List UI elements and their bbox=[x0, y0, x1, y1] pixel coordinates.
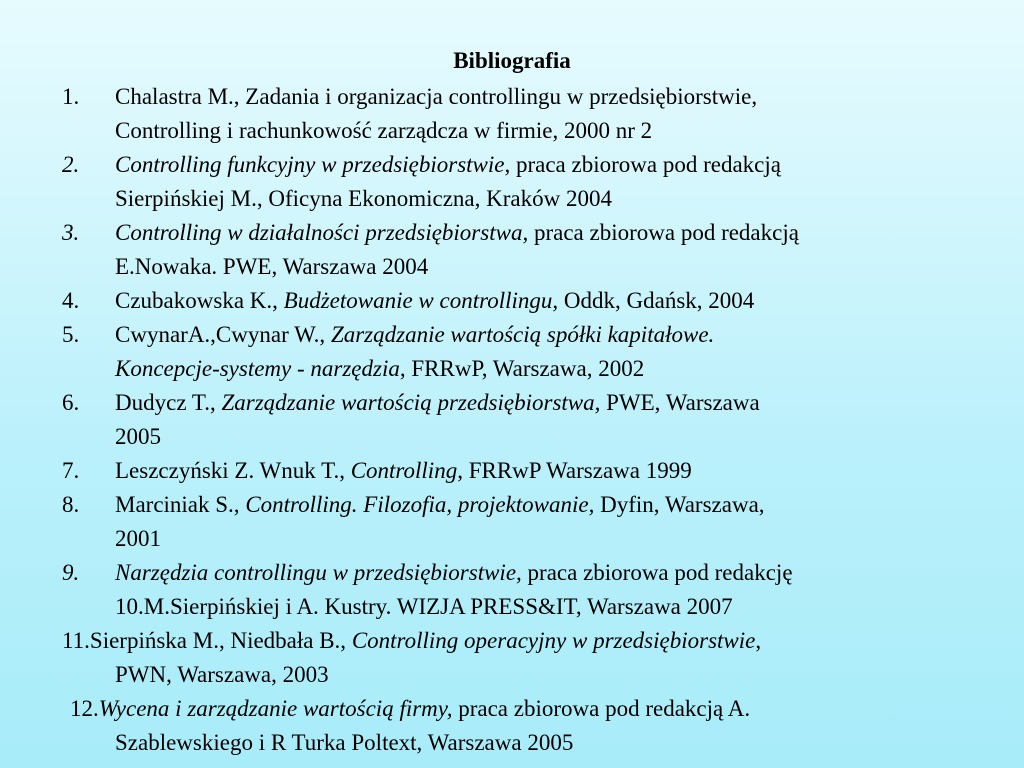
entry-text-segment: Leszczyński Z. Wnuk T., bbox=[115, 458, 351, 483]
list-item-number: 4. bbox=[62, 288, 80, 313]
list-item-number: 11. bbox=[62, 628, 90, 653]
list-item-number: 7. bbox=[62, 458, 80, 483]
page-title: Bibliografia bbox=[453, 48, 571, 73]
list-item bbox=[0, 284, 1024, 318]
entry-text-segment: , FRRwP Warszawa 1999 bbox=[457, 458, 692, 483]
entry-text-segment: Szablewskiego i R Turka Poltext, Warszawa 2005 bbox=[115, 730, 574, 755]
entry-text-segment: 2001 bbox=[115, 526, 161, 551]
entry-text-segment: Narzędzia controllingu w przedsiębiorstwie, bbox=[115, 560, 522, 585]
entry-text-segment: Controlling i rachunkowość zarządcza w firmie, 2000 nr 2 bbox=[115, 118, 653, 143]
bibliography-list bbox=[0, 80, 1024, 760]
entry-text-segment: Controlling funkcyjny w przedsiębiorstwie bbox=[115, 152, 505, 177]
entry-text-segment: Zarządzanie wartością spółki kapitałowe. bbox=[330, 322, 715, 347]
entry-line bbox=[115, 454, 984, 488]
list-item bbox=[0, 454, 1024, 488]
entry-text-segment: PWN, Warszawa, 2003 bbox=[115, 662, 329, 687]
entry-text-segment: , bbox=[755, 628, 762, 653]
entry-line bbox=[115, 590, 984, 624]
entry-text-segment: Dudycz T., bbox=[115, 390, 222, 415]
entry-text-segment: CwynarA.,Cwynar W., bbox=[115, 322, 331, 347]
entry-line bbox=[0, 658, 984, 692]
list-item bbox=[0, 318, 1024, 386]
entry-text-segment: Controlling operacyjny w przedsiębiorstwie bbox=[351, 628, 756, 653]
list-item-number: 6. bbox=[62, 390, 80, 415]
entry-text-segment: Chalastra M., Zadania i organizacja controllingu w przedsiębiorstwie, bbox=[115, 84, 758, 109]
entry-line bbox=[0, 726, 984, 760]
entry-line bbox=[115, 148, 984, 182]
entry-line bbox=[115, 284, 984, 318]
entry-line bbox=[115, 488, 984, 522]
list-item-number: 12. bbox=[70, 696, 99, 721]
entry-text-segment: Sierpińskiej M., Oficyna Ekonomiczna, Kraków 2004 bbox=[115, 186, 612, 211]
entry-text-segment: Oddk, Gdańsk, 2004 bbox=[558, 288, 755, 313]
entry-line bbox=[115, 556, 984, 590]
list-item bbox=[0, 488, 1024, 556]
entry-line bbox=[115, 114, 984, 148]
entry-line bbox=[115, 80, 984, 114]
entry-text-segment: , praca zbiorowa pod redakcją bbox=[504, 152, 781, 177]
entry-line bbox=[0, 624, 984, 658]
entry-text-segment: PWE, Warszawa bbox=[600, 390, 760, 415]
entry-line bbox=[115, 420, 984, 454]
list-item-number: 5. bbox=[62, 322, 80, 347]
entry-line bbox=[115, 250, 984, 284]
entry-text-segment: Budżetowanie w controllingu, bbox=[283, 288, 559, 313]
entry-text-segment: Wycena i zarządzanie wartością firmy, bbox=[98, 696, 453, 721]
entry-text-segment: Dyfin, Warszawa, bbox=[594, 492, 765, 517]
list-item-number: 3. bbox=[62, 220, 80, 245]
list-item bbox=[0, 556, 1024, 624]
entry-text-segment: 2005 bbox=[115, 424, 161, 449]
list-item bbox=[0, 148, 1024, 216]
entry-line bbox=[115, 386, 984, 420]
entry-text-segment: Marciniak S., bbox=[115, 492, 246, 517]
entry-text-segment: 10.M.Sierpińskiej i A. Kustry. WIZJA PRESS&IT, Warszawa 2007 bbox=[115, 594, 733, 619]
list-item-number: 8. bbox=[62, 492, 80, 517]
entry-text-segment: praca zbiorowa pod redakcję bbox=[521, 560, 793, 585]
entry-text-segment: Controlling w działalności przedsiębiorstwa, bbox=[115, 220, 529, 245]
entry-text-segment: Zarządzanie wartością przedsiębiorstwa, bbox=[221, 390, 601, 415]
entry-line bbox=[0, 692, 984, 726]
list-item-number: 9. bbox=[62, 560, 80, 585]
list-item bbox=[0, 692, 1024, 760]
entry-line bbox=[115, 318, 984, 352]
entry-text-segment: Koncepcje-systemy - narzędzia bbox=[115, 356, 400, 381]
list-item bbox=[0, 624, 1024, 692]
entry-text-segment: Sierpińska M., Niedbała B., bbox=[89, 628, 352, 653]
list-item-number: 1. bbox=[62, 84, 80, 109]
list-item bbox=[0, 216, 1024, 284]
entry-line bbox=[115, 182, 984, 216]
list-item bbox=[0, 386, 1024, 454]
entry-text-segment: E.Nowaka. PWE, Warszawa 2004 bbox=[115, 254, 429, 279]
entry-text-segment: praca zbiorowa pod redakcją bbox=[528, 220, 799, 245]
list-item-number: 2. bbox=[62, 152, 80, 177]
entry-text-segment: Czubakowska K., bbox=[115, 288, 284, 313]
entry-text-segment: praca zbiorowa pod redakcją A. bbox=[452, 696, 751, 721]
entry-text-segment: , FRRwP, Warszawa, 2002 bbox=[399, 356, 645, 381]
list-item bbox=[0, 80, 1024, 148]
entry-text-segment: Controlling bbox=[350, 458, 458, 483]
entry-line bbox=[115, 352, 984, 386]
entry-line bbox=[115, 216, 984, 250]
entry-text-segment: Controlling. Filozofia, projektowanie, bbox=[245, 492, 595, 517]
entry-line bbox=[115, 522, 984, 556]
